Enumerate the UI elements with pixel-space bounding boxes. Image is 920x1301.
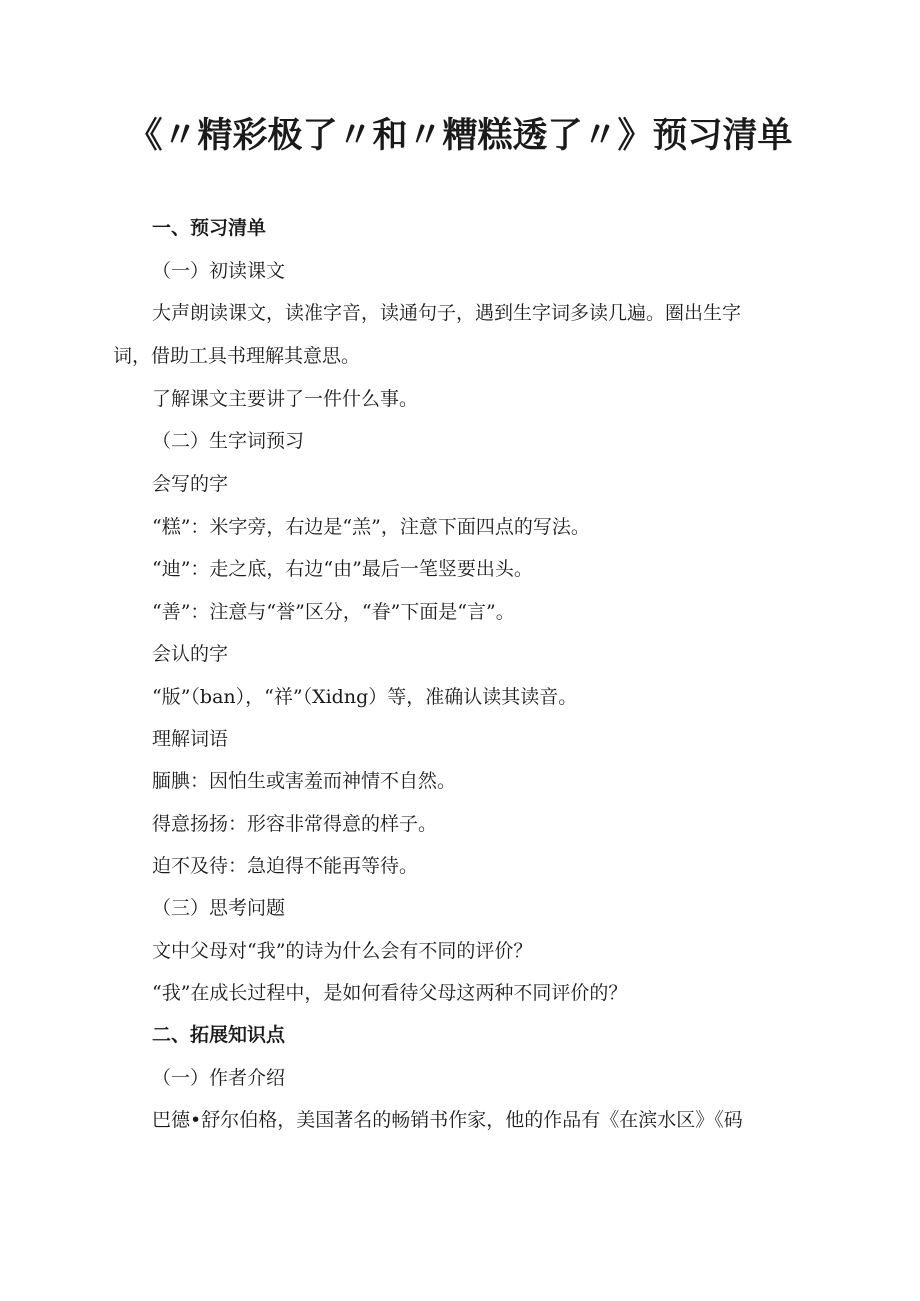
question-item: “我”在成长过程中，是如何看待父母这两种不同评价的？ [152, 982, 628, 1004]
write-item: “善”：注意与“誉”区分，“眷”下面是“言”。 [152, 601, 515, 623]
paragraph-author: 巴德•舒尔伯格，美国著名的畅销书作家，他的作品有《在滨水区》《码 [152, 1109, 743, 1131]
subheading-author-intro: （一）作者介绍 [152, 1067, 286, 1089]
subheading-think-questions: （三）思考问题 [152, 897, 286, 919]
word-definition: 迫不及待：急迫得不能再等待。 [152, 855, 419, 877]
paragraph-main-idea: 了解课文主要讲了一件什么事。 [152, 388, 419, 410]
section-heading-preview: 一、预习清单 [152, 217, 267, 239]
label-recognize-characters: 会认的字 [152, 643, 229, 665]
subheading-first-reading: （一）初读课文 [152, 260, 286, 282]
label-write-characters: 会写的字 [152, 473, 229, 495]
paragraph-reading-line2: 词，借助工具书理解其意思。 [113, 345, 361, 367]
document-title: 《〃精彩极了〃和〃糟糕透了〃》预习清单 [127, 116, 793, 156]
question-item: 文中父母对“我”的诗为什么会有不同的评价？ [152, 940, 533, 962]
section-heading-extension: 二、拓展知识点 [152, 1024, 286, 1046]
word-definition: 腼腆：因怕生或害羞而神情不自然。 [152, 770, 457, 792]
subheading-new-words: （二）生字词预习 [152, 430, 305, 452]
write-item: “迪”：走之底，右边“由”最后一笔竖要出头。 [152, 558, 533, 580]
write-item: “糕”：米字旁，右边是“羔”，注意下面四点的写法。 [152, 516, 590, 538]
paragraph-reading-line1: 大声朗读课文，读准字音，读通句子，遇到生字词多读几遍。圈出生字 [152, 302, 742, 324]
label-understand-words: 理解词语 [152, 728, 229, 750]
recognize-item: “版”（ban），“祥”（Xidng）等，准确认读其读音。 [152, 686, 578, 708]
word-definition: 得意扬扬：形容非常得意的样子。 [152, 813, 438, 835]
